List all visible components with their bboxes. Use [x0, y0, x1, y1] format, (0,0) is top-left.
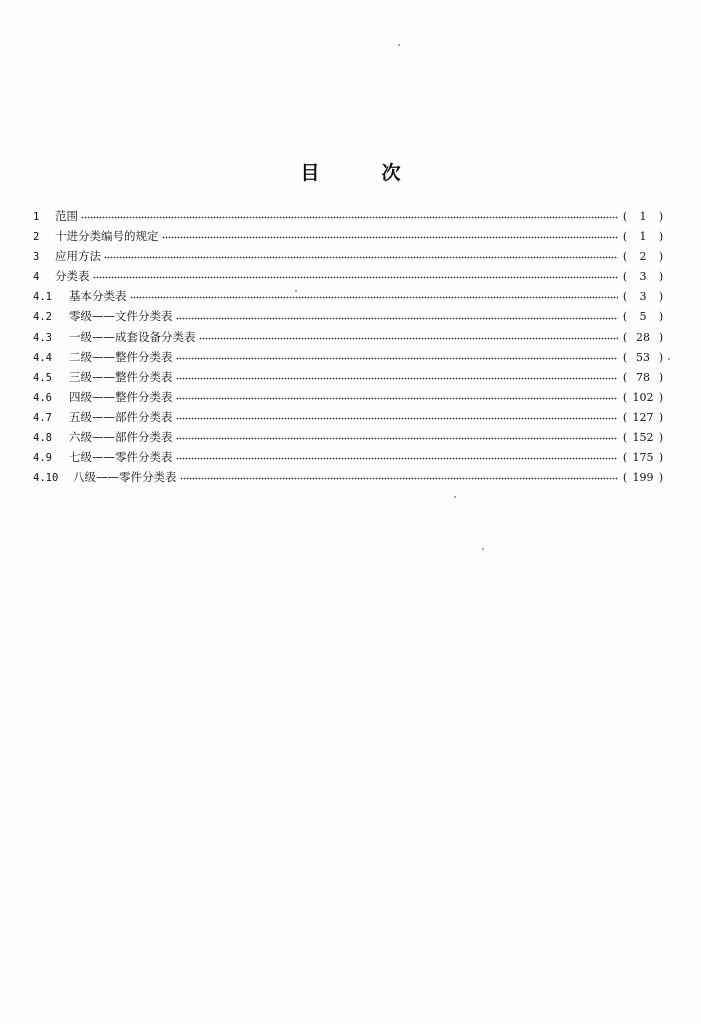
- toc-page-ref: [621, 287, 665, 307]
- paren-open: (: [622, 210, 628, 223]
- toc-page-number: 1: [639, 230, 647, 244]
- toc-leader-dots: [199, 331, 619, 343]
- paren-close: ): [658, 230, 664, 244]
- toc-entry[interactable]: [33, 306, 665, 326]
- paren-open: (: [622, 230, 628, 244]
- toc-page-number: 175: [632, 451, 654, 465]
- toc-entry[interactable]: [33, 347, 665, 367]
- paren-close: ): [658, 471, 664, 485]
- title-char-1: 目: [300, 162, 320, 184]
- toc-leader-dots: [104, 250, 618, 262]
- toc-number: 4.5: [33, 371, 52, 384]
- toc-page-ref: [621, 247, 665, 267]
- toc-page-number: 127: [632, 410, 654, 424]
- toc-label: 七级——零件分类表: [69, 450, 173, 465]
- toc-leader-dots: [176, 351, 619, 363]
- toc-entry[interactable]: [33, 447, 665, 467]
- paren-open: (: [622, 270, 628, 284]
- toc-page-number: 3: [639, 270, 647, 284]
- toc-page-number: 28: [636, 330, 650, 344]
- paren-open: (: [622, 370, 628, 384]
- toc-label: 基本分类表: [69, 289, 127, 304]
- paren-close: ): [658, 330, 664, 344]
- toc-entry[interactable]: [33, 327, 665, 347]
- scan-speck: [295, 290, 297, 292]
- toc-label: 八级——零件分类表: [73, 470, 177, 485]
- toc-leader-dots: [130, 290, 619, 302]
- toc-page-ref: [621, 368, 665, 388]
- toc-label: 分类表: [55, 269, 90, 284]
- toc-leader-dots: [176, 391, 619, 403]
- toc-label: 零级——文件分类表: [69, 309, 173, 324]
- toc-label: 四级——整件分类表: [69, 389, 173, 404]
- toc-label: 十进分类编号的规定: [55, 229, 159, 244]
- paren-open: (: [622, 431, 628, 445]
- toc-number: 4.1: [33, 291, 52, 304]
- toc-number: 4.8: [33, 432, 52, 445]
- toc-leader-dots: [180, 471, 619, 483]
- toc-leader-dots: [176, 371, 619, 383]
- scan-speck: [454, 496, 456, 498]
- scan-speck: [482, 548, 484, 550]
- toc-page-ref: [621, 388, 665, 408]
- paren-open: (: [622, 410, 628, 424]
- toc-label: 应用方法: [55, 249, 101, 264]
- toc-entry[interactable]: [33, 286, 665, 306]
- toc-page-ref: [621, 227, 665, 247]
- paren-open: (: [622, 330, 628, 344]
- paren-close: ): [658, 270, 664, 284]
- toc-entry[interactable]: [33, 387, 665, 407]
- paren-close: ): [658, 250, 664, 264]
- toc-label: 五级——部件分类表: [69, 409, 173, 424]
- toc-leader-dots: [176, 311, 619, 323]
- scan-speck: [398, 44, 400, 46]
- paren-open: (: [622, 350, 628, 364]
- toc-entry[interactable]: [33, 467, 665, 487]
- toc-number: 3: [33, 251, 40, 264]
- toc-leader-dots: [176, 411, 619, 423]
- toc-leader-dots: [176, 431, 619, 443]
- toc-page-ref: [621, 307, 665, 327]
- toc-label: 六级——部件分类表: [69, 430, 173, 445]
- scan-speck: [668, 358, 670, 360]
- table-of-contents: [33, 206, 665, 487]
- toc-leader-dots: [176, 451, 619, 463]
- toc-number: 4.2: [33, 311, 52, 324]
- toc-label: 二级——整件分类表: [69, 349, 173, 364]
- toc-label: 一级——成套设备分类表: [69, 329, 196, 344]
- toc-number: 4.9: [33, 452, 52, 465]
- paren-open: (: [622, 290, 628, 304]
- paren-close: ): [658, 410, 664, 424]
- toc-entry[interactable]: [33, 206, 665, 226]
- paren-close: ): [658, 451, 664, 465]
- paren-open: (: [622, 471, 628, 485]
- toc-entry[interactable]: [33, 246, 665, 266]
- toc-page-number: 5: [639, 310, 647, 324]
- toc-number: 4.4: [33, 351, 52, 364]
- toc-page-ref: [621, 328, 665, 348]
- toc-number: 2: [33, 231, 40, 244]
- paren-close: ): [658, 310, 664, 324]
- toc-number: 4.10: [33, 472, 59, 485]
- toc-page-ref: [621, 468, 665, 488]
- toc-page-ref: [621, 428, 665, 448]
- toc-page-number: 3: [639, 290, 647, 304]
- toc-number: 1: [33, 211, 40, 223]
- toc-page-number: 53: [636, 350, 650, 364]
- toc-label: 三级——整件分类表: [69, 369, 173, 384]
- toc-page-number: 152: [632, 431, 654, 445]
- toc-page-number: 1: [639, 210, 647, 223]
- toc-entry[interactable]: [33, 226, 665, 246]
- paren-open: (: [622, 451, 628, 465]
- toc-page-ref: [621, 207, 665, 227]
- toc-leader-dots: [81, 210, 618, 222]
- toc-page-number: 199: [632, 471, 654, 485]
- toc-page-ref: [621, 408, 665, 428]
- paren-close: ): [658, 390, 664, 404]
- toc-page-number: 102: [632, 390, 654, 404]
- paren-open: (: [622, 250, 628, 264]
- toc-entry[interactable]: [33, 367, 665, 387]
- toc-page-ref: [621, 348, 665, 368]
- paren-close: ): [658, 370, 664, 384]
- toc-page-ref: [621, 267, 665, 287]
- paren-open: (: [622, 310, 628, 324]
- paren-close: ): [658, 350, 664, 364]
- paren-close: ): [658, 431, 664, 445]
- toc-entry[interactable]: [33, 407, 665, 427]
- toc-label: 范围: [55, 209, 78, 223]
- page-title: [0, 158, 701, 185]
- toc-number: 4.6: [33, 391, 52, 404]
- toc-page-number: 78: [636, 370, 650, 384]
- toc-number: 4.7: [33, 411, 52, 424]
- paren-close: ): [658, 210, 664, 223]
- toc-entry[interactable]: [33, 427, 665, 447]
- paren-close: ): [658, 290, 664, 304]
- toc-leader-dots: [93, 270, 619, 282]
- toc-entry[interactable]: [33, 266, 665, 286]
- toc-page-ref: [621, 448, 665, 468]
- title-char-2: 次: [381, 162, 401, 184]
- paren-open: (: [622, 390, 628, 404]
- toc-number: 4.3: [33, 331, 52, 344]
- toc-page-number: 2: [639, 250, 647, 264]
- toc-number: 4: [33, 271, 40, 284]
- toc-leader-dots: [162, 230, 619, 242]
